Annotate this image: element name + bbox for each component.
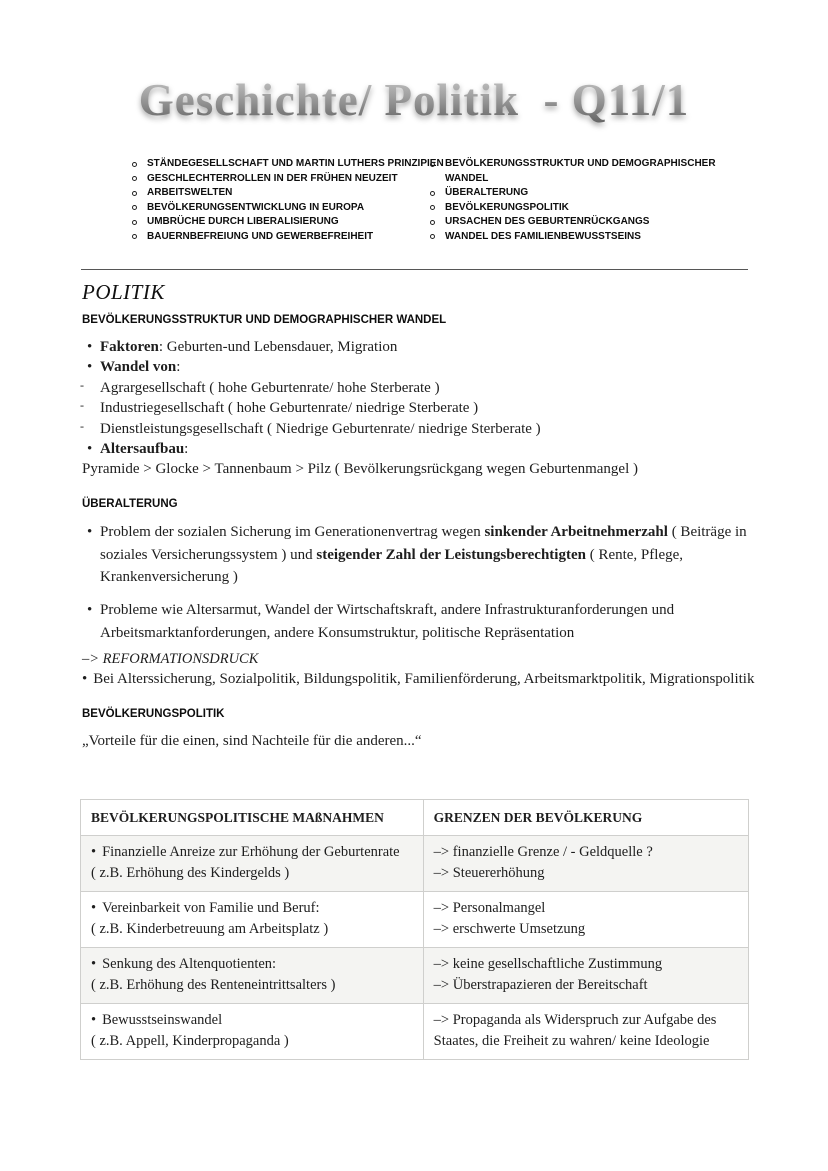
circle-bullet-icon: [132, 162, 137, 167]
bullet-icon: •: [87, 602, 93, 618]
table-header-row: [81, 800, 749, 836]
bold-text: Faktoren: [100, 339, 159, 355]
list-item: [82, 521, 748, 589]
cell-measure: [81, 892, 424, 948]
section-title: POLITIK: [82, 280, 165, 304]
topic-list-right: [429, 157, 716, 244]
text: Agrargesellschaft ( hohe Geburtenrate/ hohe Sterberate ): [100, 379, 440, 396]
list-item: [429, 201, 716, 216]
bullet-icon: •: [91, 956, 97, 972]
bullet-icon: •: [87, 441, 93, 458]
table-row: [81, 892, 749, 948]
column-header-grenzen: GRENZEN DER BEVÖLKERUNG: [423, 800, 748, 836]
text-line: [91, 842, 413, 863]
circle-bullet-icon: [430, 234, 435, 239]
list-item: [131, 157, 444, 172]
text: Finanzielle Anreize zur Erhöhung der Geburtenrate: [102, 844, 400, 860]
cell-limit: [423, 948, 748, 1004]
list-item: [429, 186, 716, 201]
demography-list: [82, 337, 748, 480]
heading-ueberalterung: ÜBERALTERUNG: [82, 498, 178, 510]
text-line: –> Personalmangel: [433, 900, 546, 916]
circle-bullet-icon: [132, 234, 137, 239]
text-line: ( z.B. Kinderbetreuung am Arbeitsplatz ): [91, 921, 329, 937]
bold-text: steigender Zahl der Leistungsberechtigten: [316, 546, 586, 563]
topic-label: URSACHEN DES GEBURTENRÜCKGANGS: [445, 216, 650, 227]
list-item: [82, 419, 748, 439]
topic-label: GESCHLECHTERROLLEN IN DER FRÜHEN NEUZEIT: [147, 172, 398, 184]
text: :: [184, 441, 189, 458]
topic-label: BEVÖLKERUNGSENTWICKLUNG IN EUROPA: [147, 201, 365, 213]
list-item: [131, 186, 444, 201]
text-line: –> Steuererhöhung: [433, 865, 545, 881]
ueberalterung-bullet-2: [82, 599, 748, 644]
bullet-icon: •: [91, 900, 97, 916]
page-title: Geschichte/ Politik - Q11/1: [0, 74, 828, 126]
ueberalterung-bullet-1: [82, 521, 748, 589]
topic-label: STÄNDEGESELLSCHAFT UND MARTIN LUTHERS PRINZIPIEN: [147, 158, 444, 169]
text: Senkung des Altenquotienten:: [102, 956, 277, 972]
circle-bullet-icon: [132, 176, 137, 181]
text: Industriegesellschaft ( hohe Geburtenrate/ niedrige Sterberate ): [100, 400, 479, 417]
list-item: [82, 357, 748, 377]
topic-label: WANDEL DES FAMILIENBEWUSSTSEINS: [445, 230, 641, 242]
list-item: [82, 439, 748, 459]
topic-list-left: [131, 157, 444, 244]
topic-label: BEVÖLKERUNGSPOLITIK: [445, 201, 569, 213]
heading-demography: BEVÖLKERUNGSSTRUKTUR UND DEMOGRAPHISCHER WANDEL: [82, 314, 447, 326]
list-item: [131, 172, 444, 187]
cell-limit: [423, 892, 748, 948]
topic-label: UMBRÜCHE DURCH LIBERALISIERUNG: [147, 216, 339, 227]
text-line: –> finanzielle Grenze / - Geldquelle ?: [433, 844, 653, 860]
bullet-icon: •: [87, 339, 93, 355]
circle-bullet-icon: [430, 220, 435, 225]
dash-icon: -: [80, 418, 84, 433]
text: Probleme wie Altersarmut, Wandel der Wirtschaftskraft, andere Infrastrukturanforderungen und Arbeitsmarktanforderungen, andere Konsumstruktur, politische Repräsentation: [100, 602, 675, 641]
reformationsdruck-line: –> REFORMATIONSDRUCK: [82, 651, 259, 667]
text: Problem der sozialen Sicherung im Generationenvertrag wegen: [100, 524, 485, 540]
list-item: [429, 215, 716, 230]
text-line: [91, 954, 413, 975]
topic-label: ARBEITSWELTEN: [147, 187, 233, 198]
text-line: [91, 1010, 413, 1031]
cell-measure: [81, 836, 424, 892]
text: : Geburten-und Lebensdauer, Migration: [158, 339, 398, 355]
text-line: Pyramide > Glocke > Tannenbaum > Pilz ( Bevölkerungsrückgang wegen Geburtenmangel ): [82, 461, 638, 478]
circle-bullet-icon: [132, 205, 137, 210]
list-item-continuation: WANDEL: [445, 172, 489, 184]
list-item: [82, 599, 748, 644]
horizontal-divider: [81, 269, 748, 270]
list-item: [429, 230, 716, 245]
text: ( Beiträge in soziales Versicherungssystem ) und: [100, 524, 747, 563]
topic-label: BEVÖLKERUNGSSTRUKTUR UND DEMOGRAPHISCHER: [445, 158, 716, 169]
text-line: –> Überstrapazieren der Bereitschaft: [433, 977, 648, 993]
measures-table: [80, 799, 749, 1060]
text: Dienstleistungsgesellschaft ( Niedrige Geburtenrate/ niedrige Sterberate ): [100, 420, 541, 437]
text: ( Rente, Pflege, Krankenversicherung ): [100, 546, 684, 586]
text-line: –> keine gesellschaftliche Zustimmung: [433, 956, 663, 972]
text-line: –> erschwerte Umsetzung: [433, 921, 586, 937]
topic-label: BAUERNBEFREIUNG UND GEWERBEFREIHEIT: [147, 230, 374, 242]
text: Vereinbarkeit von Familie und Beruf:: [102, 900, 320, 916]
text-line: ( z.B. Erhöhung des Kindergelds ): [91, 865, 290, 881]
bold-text: sinkender Arbeitnehmerzahl: [484, 524, 668, 540]
column-header-massnahmen: BEVÖLKERUNGSPOLITISCHE MAßNAHMEN: [81, 800, 424, 836]
dash-icon: -: [80, 398, 84, 413]
text: Bewusstseinswandel: [102, 1012, 223, 1028]
circle-bullet-icon: [132, 220, 137, 225]
bold-text: Altersaufbau: [100, 441, 185, 458]
list-item: [82, 378, 748, 398]
cell-measure: [81, 948, 424, 1004]
bullet-icon: •: [91, 1012, 97, 1028]
circle-bullet-icon: [430, 191, 435, 196]
cell-limit: [423, 1004, 748, 1060]
circle-bullet-icon: [430, 162, 435, 167]
bullet-icon: •: [87, 524, 93, 540]
bold-text: Wandel von: [100, 359, 177, 376]
cell-limit: [423, 836, 748, 892]
bullet-icon: •: [87, 359, 93, 376]
text-line: ( z.B. Appell, Kinderpropaganda ): [91, 1033, 289, 1049]
table-row: [81, 836, 749, 892]
table-row: [81, 1004, 749, 1060]
text-line: [91, 898, 413, 919]
list-item: [131, 230, 444, 245]
topic-label: ÜBERALTERUNG: [445, 187, 529, 198]
list-item: [82, 398, 748, 418]
circle-bullet-icon: [132, 191, 137, 196]
dash-icon: -: [80, 377, 84, 392]
quote-line: „Vorteile für die einen, sind Nachteile für die anderen...“: [82, 733, 422, 749]
list-item: [429, 157, 716, 172]
bullet-icon: •: [91, 844, 97, 860]
circle-bullet-icon: [430, 205, 435, 210]
bei-line: [82, 671, 754, 688]
text-line: –> Propaganda als Widerspruch zur Aufgabe des Staates, die Freiheit zu wahren/ keine Ideologie: [433, 1012, 717, 1049]
list-item: [82, 337, 748, 357]
text-line: ( z.B. Erhöhung des Renteneintrittsalters ): [91, 977, 336, 993]
list-item: [131, 201, 444, 216]
bullet-icon: •: [82, 671, 88, 687]
heading-bevoelkerungspolitik: BEVÖLKERUNGSPOLITIK: [82, 708, 225, 720]
text: Bei Alterssicherung, Sozialpolitik, Bildungspolitik, Familienförderung, Arbeitsmarktpolitik, Migrationspolitik: [93, 671, 755, 687]
table-row: [81, 948, 749, 1004]
list-item: [131, 215, 444, 230]
text: :: [176, 359, 181, 376]
cell-measure: [81, 1004, 424, 1060]
